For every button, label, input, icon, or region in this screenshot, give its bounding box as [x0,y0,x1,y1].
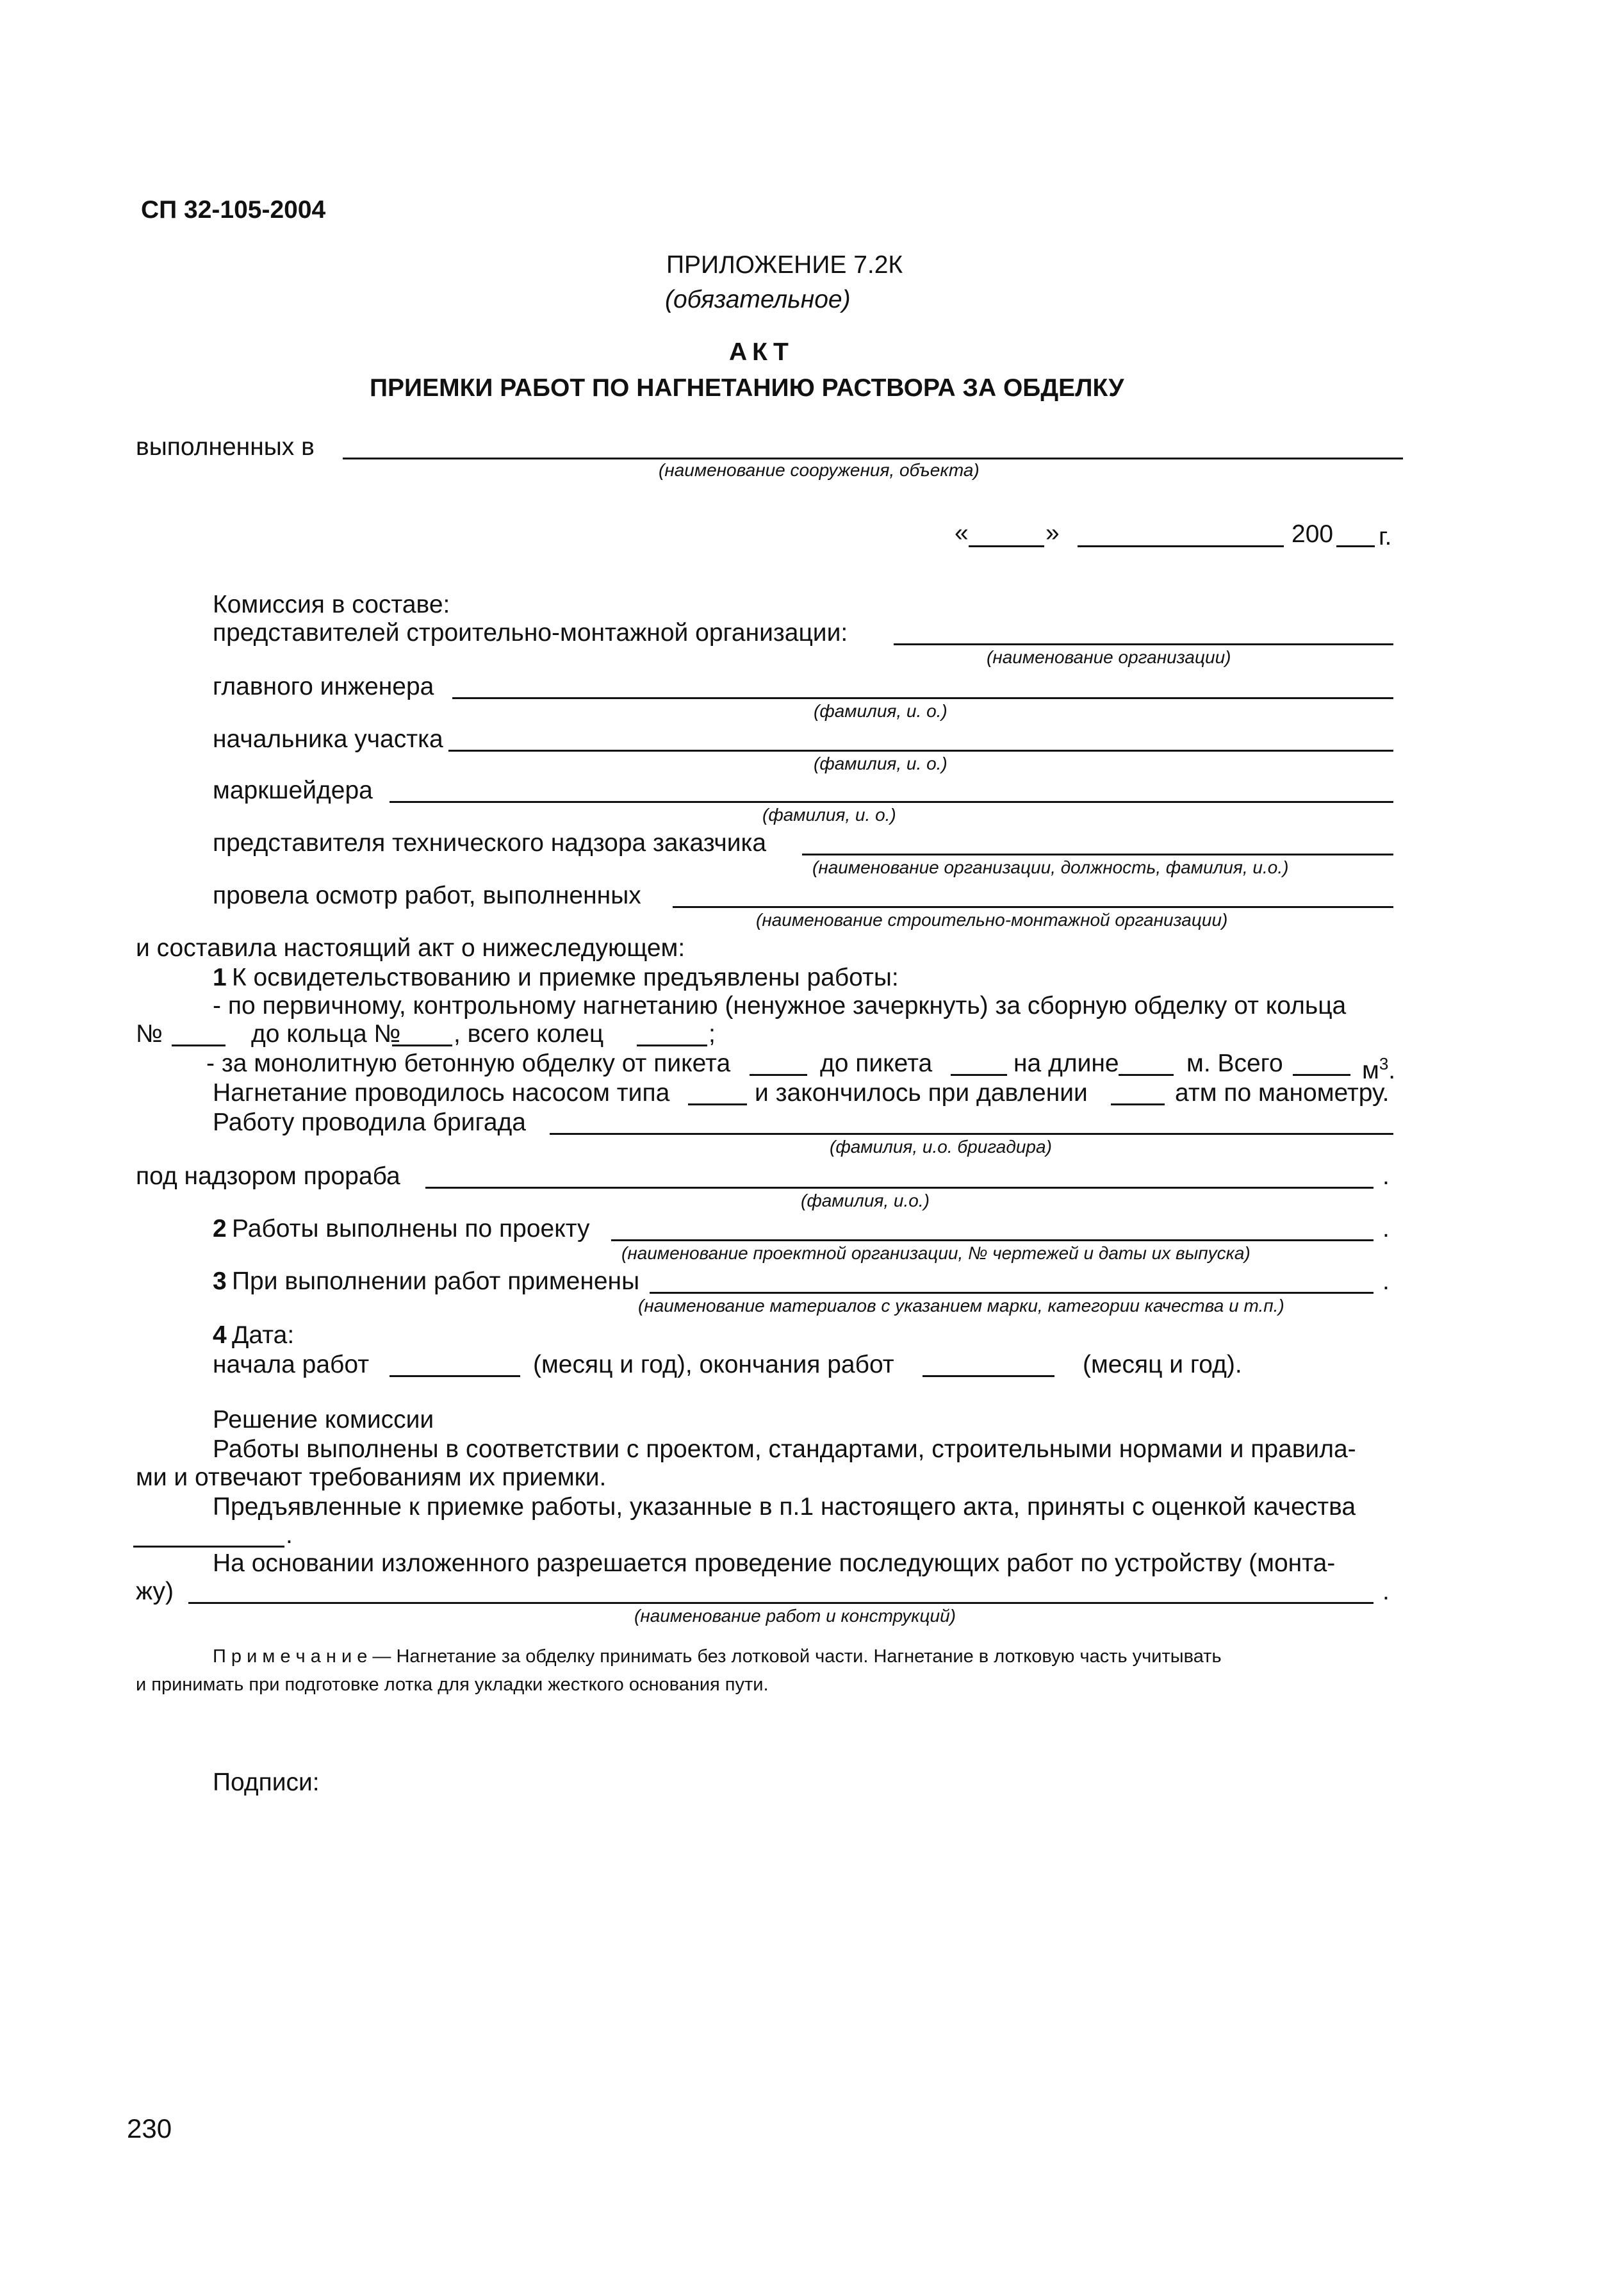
materials-field[interactable] [650,1292,1374,1294]
inspection-label: провела осмотр работ, выполненных [213,882,641,909]
compiled-text: и составила настоящий акт о нижеследующем: [136,934,685,962]
rep-caption: (наименование организации) [987,647,1231,667]
pressure-unit: атм по манометру. [1175,1079,1390,1107]
section-chief-field[interactable] [448,750,1393,752]
decision-p3-line2: жу) [136,1578,174,1605]
volume-unit-m: м [1362,1057,1379,1084]
item2-text: Работы выполнены по проекту [232,1215,590,1243]
total-rings-label: , всего колец [454,1020,604,1048]
ring-to-label: до кольца № [251,1020,401,1048]
picket-to-field[interactable] [951,1074,1007,1076]
picket-from-label: - за монолитную бетонную обделку от пикета [206,1050,731,1077]
next-works-field[interactable] [188,1602,1374,1604]
note-line1 [213,1646,1222,1667]
date-day-field[interactable] [969,545,1044,547]
item1-number: 1 [213,964,227,991]
project-caption: (наименование проектной организации, № чертежей и даты их выпуска) [621,1243,1251,1263]
date-open-quote: « [955,519,969,547]
decision-p1-line2: ми и отвечают требованиям их приемки. [136,1464,607,1491]
rep-field[interactable] [894,643,1393,645]
appendix-label: ПРИЛОЖЕНИЕ 7.2К [666,251,903,279]
foreman-label: под надзором прораба [136,1162,400,1190]
ring-from-label: № [136,1020,163,1048]
decision-p2: Предъявленные к приемке работы, указанные в п.1 настоящего акта, приняты с оценкой качества [213,1493,1356,1521]
item1-text: К освидетельствованию и приемке предъявлены работы: [232,964,899,991]
note-text-line1: Нагнетание за обделку принимать без лотковой части. Нагнетание в лотковую часть учитывать [396,1646,1222,1667]
pump-type-field[interactable] [688,1103,747,1105]
mandatory-label: (обязательное) [665,286,851,313]
date-year-prefix: 200 [1292,520,1334,548]
picket-to-label: до пикета [820,1050,933,1077]
date-year-suffix: г. [1379,523,1392,550]
foreman-field[interactable] [425,1187,1374,1189]
brigade-field[interactable] [550,1133,1393,1135]
decision-p3-line1: На основании изложенного разрешается проведение последующих работ по устройству (монта- [213,1549,1336,1577]
quality-grade-field[interactable] [133,1546,284,1548]
decision-p2-dot: . [286,1521,293,1549]
total-volume-label: м. Всего [1186,1050,1283,1077]
object-label: выполненных в [136,433,315,461]
document-code: СП 32-105-2004 [141,196,326,224]
picket-from-field[interactable] [750,1074,807,1076]
section-chief-caption: (фамилия, и. о.) [814,754,947,773]
total-volume-field[interactable] [1293,1074,1350,1076]
brigade-caption: (фамилия, и.о. бригадира) [830,1137,1052,1157]
date-year-field[interactable] [1336,545,1375,547]
volume-unit-power: 3 [1379,1054,1389,1073]
page-number: 230 [127,2113,172,2143]
tech-supervision-caption: (наименование организации, должность, фамилия, и.о.) [812,857,1289,877]
note-line2: и принимать при подготовке лотка для укладки жесткого основания пути. [136,1674,769,1695]
item3-text: При выполнении работ применены [232,1268,640,1295]
inspection-caption: (наименование строительно-монтажной организации) [756,910,1228,930]
tech-supervision-label: представителя технического надзора заказчика [213,829,767,857]
end-date-field[interactable] [923,1375,1054,1377]
decision-p3-dot: . [1382,1578,1390,1605]
surveyor-caption: (фамилия, и. о.) [762,805,896,825]
item2-number: 2 [213,1215,227,1243]
item1-line-a: - по первичному, контрольному нагнетанию (ненужное зачеркнуть) за сборную обделку от кольца [213,992,1347,1020]
chief-engineer-caption: (фамилия, и. о.) [814,701,947,721]
foreman-caption: (фамилия, и.о.) [801,1191,930,1210]
total-rings-field[interactable] [637,1045,707,1046]
item2-dot: . [1382,1215,1390,1243]
pump-type-label: Нагнетание проводилось насосом типа [213,1079,670,1107]
ring-to-field[interactable] [392,1045,452,1046]
surveyor-label: маркшейдера [213,777,373,804]
foreman-dot: . [1382,1162,1390,1190]
start-date-field[interactable] [390,1375,520,1377]
rep-label: представителей строительно-монтажной организации: [213,619,848,647]
object-field[interactable] [343,458,1403,459]
commission-heading: Комиссия в составе: [213,591,450,618]
item3-number: 3 [213,1268,227,1295]
tech-supervision-field[interactable] [802,854,1393,855]
pressure-field[interactable] [1111,1103,1165,1105]
item4-text: Дата: [232,1321,295,1349]
inspection-field[interactable] [673,906,1393,908]
item4-number: 4 [213,1321,227,1349]
date-month-field[interactable] [1078,545,1284,547]
decision-p1-line1: Работы выполнены в соответствии с проектом, стандартами, строительными нормами и правила- [213,1435,1356,1463]
brigade-label: Работу проводила бригада [213,1109,526,1136]
next-works-caption: (наименование работ и конструкций) [634,1606,956,1626]
materials-caption: (наименование материалов с указанием марки, категории качества и т.п.) [638,1296,1284,1316]
chief-engineer-label: главного инженера [213,673,434,700]
chief-engineer-field[interactable] [452,697,1393,699]
volume-unit-dot: . [1388,1057,1396,1084]
rings-semicolon: ; [709,1020,716,1048]
act-heading: АКТ [729,338,794,366]
object-caption: (наименование сооружения, объекта) [659,460,980,480]
date-close-quote: » [1046,519,1060,547]
pressure-label: и закончилось при давлении [755,1079,1088,1107]
note-label: П р и м е ч а н и е — [213,1646,391,1667]
document-title: ПРИЕМКИ РАБОТ ПО НАГНЕТАНИЮ РАСТВОРА ЗА ОБДЕЛКУ [370,374,1124,402]
end-date-label: (месяц и год), окончания работ [533,1351,894,1378]
ring-from-field[interactable] [172,1045,226,1046]
length-field[interactable] [1119,1074,1174,1076]
item3-dot: . [1382,1268,1390,1295]
section-chief-label: начальника участка [213,725,443,753]
project-field[interactable] [611,1239,1374,1241]
surveyor-field[interactable] [390,801,1393,803]
length-label: на длине [1013,1050,1119,1077]
signatures-label: Подписи: [213,1769,320,1796]
end-date-suffix: (месяц и год). [1083,1351,1242,1378]
start-date-label: начала работ [213,1351,370,1378]
decision-heading: Решение комиссии [213,1406,434,1433]
